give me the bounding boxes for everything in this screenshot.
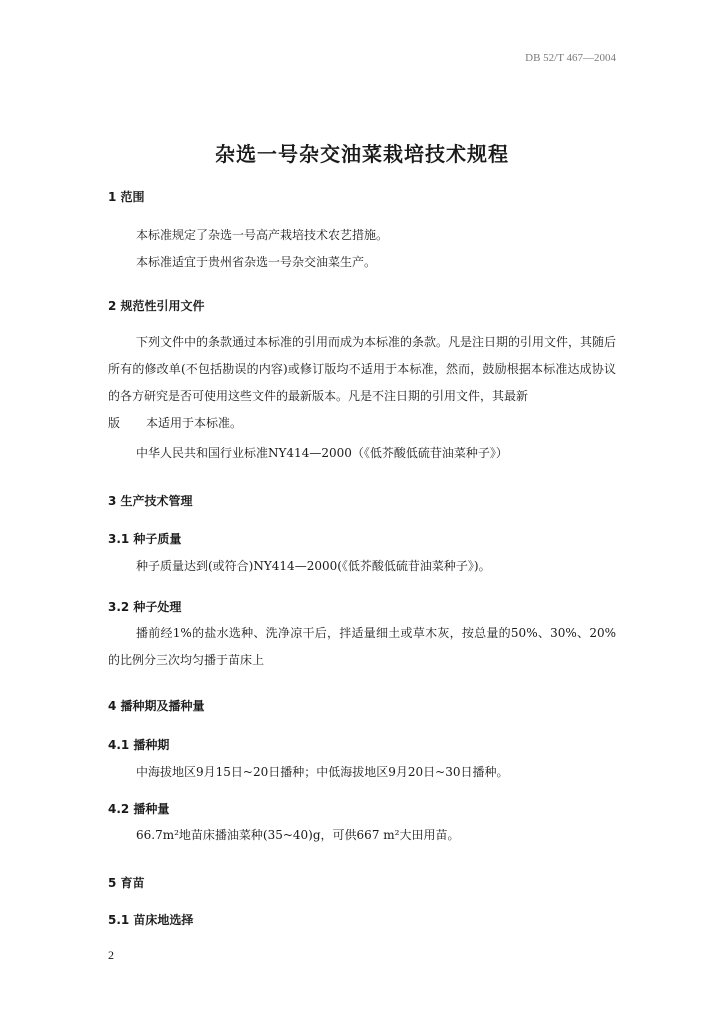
section-1-paragraph-1: 本标准规定了杂选一号高产栽培技术农艺措施。: [136, 228, 389, 242]
section-3-1-heading: 3.1 种子质量: [108, 532, 182, 546]
section-2-paragraph-1: [108, 329, 616, 410]
section-3-1-paragraph: 种子质量达到(或符合)NY414—2000(《低芥酸低硫苷油菜种子》)。: [136, 559, 491, 573]
section-2-paragraph-1-end: 版 本适用于本标准。: [108, 416, 243, 430]
section-2-heading: 2 规范性引用文件: [108, 299, 205, 313]
section-4-2-heading: 4.2 播种量: [108, 802, 170, 816]
section-5-1-heading: 5.1 苗床地选择: [108, 913, 194, 927]
section-4-1-heading: 4.1 播种期: [108, 738, 170, 752]
section-5-heading: 5 育苗: [108, 876, 145, 890]
page-number: 2: [108, 948, 114, 962]
section-3-2-paragraph: 播前经1%的盐水选种、洗净凉干后，拌适量细土或草木灰，按总量的50%、30%、20%的比例分三次均匀播于苗床上: [108, 626, 616, 667]
section-3-2-heading: 3.2 种子处理: [108, 600, 182, 614]
section-4-heading: 4 播种期及播种量: [108, 699, 205, 713]
section-4-2-paragraph: 66.7m²地苗床播油菜种(35~40)g，可供667 m²大田用苗。: [136, 828, 460, 842]
section-2-paragraph-2: 中华人民共和国行业标准NY414—2000（《低芥酸低硫苷油菜种子》）: [136, 446, 508, 460]
section-1-paragraph-2: 本标准适宜于贵州省杂选一号杂交油菜生产。: [136, 255, 377, 269]
section-4-1-paragraph: 中海拔地区9月15日~20日播种；中低海拔地区9月20日~30日播种。: [136, 765, 509, 779]
section-2-paragraph-1-text: 下列文件中的条款通过本标准的引用而成为本标准的条款。凡是注日期的引用文件，其随后所有的修改单(不包括勘误的内容)或修订版均不适用于本标准，然而，鼓励根据本标准达成协议的各方研究是否可使用这些文件的最新版本。凡是不注日期的引用文件，其最新: [108, 335, 617, 403]
standard-code: DB 52/T 467—2004: [525, 52, 616, 64]
section-3-heading: 3 生产技术管理: [108, 494, 193, 508]
document-title: 杂选一号杂交油菜栽培技术规程: [215, 142, 509, 166]
section-1-heading: 1 范围: [108, 190, 145, 204]
